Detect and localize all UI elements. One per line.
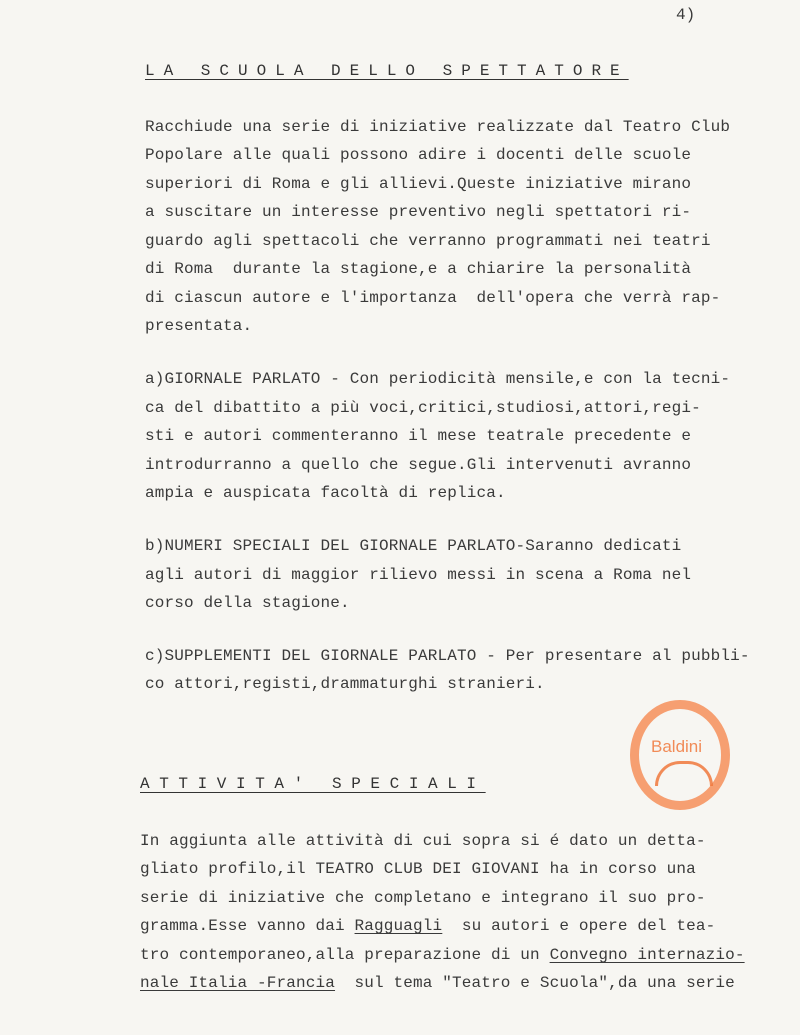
text-segment: a suscitare un interesse preventivo negli spettatori ri-	[145, 203, 692, 221]
text-line	[145, 484, 506, 502]
text-line	[145, 647, 750, 665]
text-segment: introdurranno a quello che segue.Gli intervenuti avranno	[145, 456, 692, 474]
text-line	[145, 175, 691, 193]
text-segment: sti e autori commenteranno il mese teatrale precedente e	[145, 427, 692, 445]
underlined-text: Ragguagli	[354, 917, 443, 935]
text-line	[140, 832, 706, 850]
text-line	[145, 203, 691, 221]
page-number: 4)	[676, 6, 696, 24]
text-segment: a)GIORNALE PARLATO - Con periodicità mensile,e con la tecni-	[145, 370, 731, 388]
book-icon	[655, 761, 713, 786]
text-segment: guardo agli spettacoli che verranno programmati nei teatri	[145, 232, 711, 250]
text-segment: sul tema "Teatro e Scuola",da una serie	[335, 974, 735, 992]
text-line	[140, 917, 715, 935]
text-line	[145, 427, 691, 445]
text-segment: superiori di Roma e gli allievi.Queste iniziative mirano	[145, 175, 692, 193]
text-segment: Popolare alle quali possono adire i docenti delle scuole	[145, 146, 692, 164]
text-segment: b)NUMERI SPECIALI DEL GIORNALE PARLATO-Saranno dedicati	[145, 537, 682, 555]
text-segment: gliato profilo,il TEATRO CLUB DEI GIOVANI ha in corso una	[140, 860, 696, 878]
text-segment: Racchiude una serie di iniziative realizzate dal Teatro Club	[145, 118, 731, 136]
text-line	[145, 566, 691, 584]
text-line	[145, 399, 701, 417]
archive-stamp-logo	[630, 700, 730, 810]
section-heading-scuola-spettatore: LA SCUOLA DELLO SPETTATORE	[145, 62, 629, 80]
text-line	[145, 537, 681, 555]
text-line	[140, 860, 696, 878]
text-segment: corso della stagione.	[145, 594, 350, 612]
text-line	[145, 370, 730, 388]
text-line	[140, 946, 745, 964]
section-heading-attivita-speciali: ATTIVITA' SPECIALI	[140, 775, 486, 793]
text-segment: ca del dibattito a più voci,critici,studiosi,attori,regi-	[145, 399, 701, 417]
underlined-text: nale Italia -Francia	[140, 974, 336, 992]
text-segment: c)SUPPLEMENTI DEL GIORNALE PARLATO - Per presentare al pubbli-	[145, 647, 750, 665]
text-line	[145, 317, 252, 335]
text-segment: di Roma durante la stagione,e a chiarire la personalità	[145, 260, 692, 278]
text-line	[145, 456, 691, 474]
text-segment: gramma.Esse vanno dai	[140, 917, 355, 935]
text-segment: serie di iniziative che completano e integrano il suo pro-	[140, 889, 706, 907]
underlined-text: Convegno internazio-	[549, 946, 745, 964]
text-segment: tro contemporaneo,alla preparazione di un	[140, 946, 550, 964]
text-line	[145, 594, 350, 612]
text-line	[145, 289, 720, 307]
text-segment: ampia e auspicata facoltà di replica.	[145, 484, 506, 502]
text-line	[145, 146, 691, 164]
text-segment: presentata.	[145, 317, 253, 335]
text-segment: co attori,registi,drammaturghi stranieri.	[145, 675, 545, 693]
text-line	[145, 232, 711, 250]
text-segment: agli autori di maggior rilievo messi in scena a Roma nel	[145, 566, 692, 584]
text-segment: In aggiunta alle attività di cui sopra si é dato un detta-	[140, 832, 706, 850]
text-line	[145, 118, 730, 136]
text-segment: su autori e opere del tea-	[442, 917, 716, 935]
text-line	[140, 974, 735, 992]
text-line	[145, 675, 545, 693]
stamp-text: Baldini	[651, 737, 703, 756]
text-line	[145, 260, 691, 278]
text-line	[140, 889, 706, 907]
text-segment: di ciascun autore e l'importanza dell'opera che verrà rap-	[145, 289, 721, 307]
